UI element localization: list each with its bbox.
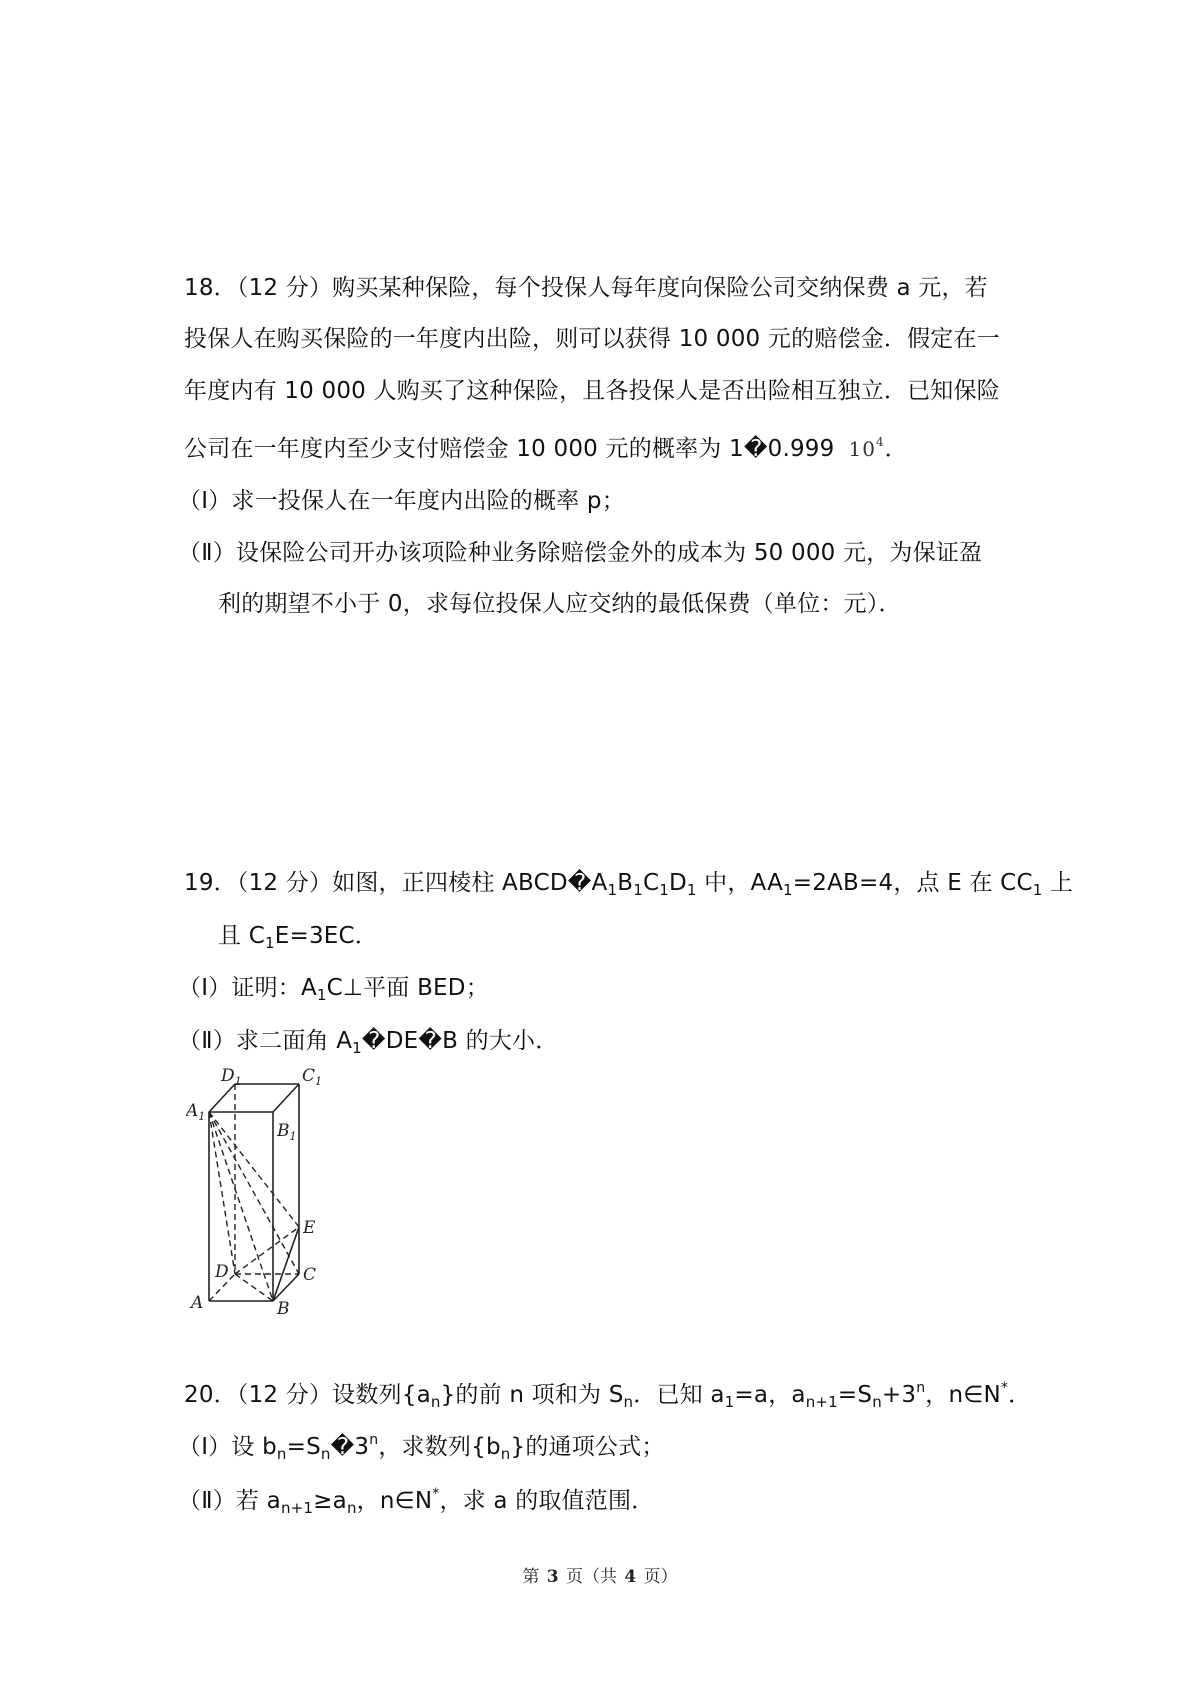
- label-A: A: [191, 1293, 204, 1313]
- q20-text: ．: [1008, 1382, 1032, 1408]
- q18-line-4-text: 公司在一年度内至少支付赔偿金 10 000 元的概率为 1�0.999: [184, 436, 835, 462]
- q19-text: 上: [1042, 870, 1074, 896]
- q20-sub: n: [276, 1445, 287, 1463]
- footer-page-total: 4: [624, 1567, 637, 1587]
- label-B: B: [277, 1299, 290, 1319]
- q19-sub: 1: [352, 1039, 362, 1057]
- label-B1: $B_1$: [277, 1121, 297, 1143]
- edge-A1D1: [209, 1084, 235, 1112]
- q18-part-2-line-2: 利的期望不小于 0，求每位投保人应交纳的最低保费（单位：元）．: [218, 591, 902, 617]
- q20-sub: 1: [724, 1393, 735, 1411]
- q20-text: ，n∈N: [356, 1488, 433, 1514]
- q19-text: （Ⅱ）求二面角 A: [178, 1028, 353, 1054]
- q19-text: 19．（12 分）如图，正四棱柱 ABCD�A: [184, 870, 608, 896]
- q18-line-3: 年度内有 10 000 人购买了这种保险，且各投保人是否出险相互独立．已知保险: [184, 378, 1000, 404]
- q19-sub: 1: [607, 881, 618, 899]
- label-C1: $C_1$: [302, 1067, 323, 1088]
- q20-text: }的前 n 项和为 S: [440, 1382, 624, 1408]
- q18-line-1: 18．（12 分）购买某种保险，每个投保人每年度向保险公司交纳保费 a 元，若: [184, 275, 988, 301]
- q19-text: C: [642, 870, 660, 896]
- q20-text: �3: [330, 1434, 370, 1460]
- label-A1: $A_1$: [186, 1101, 206, 1123]
- q18-line-4-end: ．: [884, 436, 908, 462]
- q19-line-2: [218, 925, 378, 951]
- q18-exp-power: 4: [875, 435, 885, 449]
- q20-text: ，求数列{b: [378, 1434, 501, 1460]
- label-C: C: [303, 1265, 317, 1285]
- q19-text: D: [668, 870, 687, 896]
- q18-exponent-image: [848, 437, 884, 461]
- q18-part-1: （Ⅰ）求一投保人在一年度内出险的概率 p；: [178, 488, 625, 514]
- q20-text: =a，a: [734, 1382, 806, 1408]
- page-footer: [0, 1562, 1200, 1587]
- footer-text: 第: [522, 1567, 540, 1587]
- q18-exp-base: 10: [848, 437, 876, 461]
- q20-text: （Ⅱ）若 a: [178, 1488, 281, 1514]
- q19-text: B: [617, 870, 634, 896]
- q19-text: 且 C: [218, 923, 265, 949]
- q19-text: 中，AA: [696, 870, 784, 896]
- q20-text: （Ⅰ）设 b: [178, 1434, 277, 1460]
- q20-text: 20．（12 分）设数列{a: [184, 1382, 431, 1408]
- q20-text: }的通项公式；: [510, 1434, 665, 1460]
- q20-part-1: [178, 1433, 665, 1462]
- q19-sub: 1: [316, 986, 327, 1004]
- q19-text: �DE�B 的大小．: [361, 1028, 559, 1054]
- q20-sub: n+1: [805, 1393, 838, 1411]
- label-E: E: [303, 1218, 316, 1238]
- q20-sub: n: [623, 1393, 634, 1411]
- footer-page-number: 3: [546, 1567, 559, 1587]
- q20-text: ，n∈N: [925, 1382, 1001, 1408]
- q20-sub: n: [320, 1445, 331, 1463]
- edge-BE: [273, 1227, 299, 1301]
- edge-A1D: [209, 1112, 235, 1274]
- q18-part-2-line-1: （Ⅱ）设保险公司开办该项险种业务除赔偿金外的成本为 50 000 元，为保证盈: [178, 540, 983, 566]
- q19-part-2: [178, 1030, 558, 1056]
- label-D1: $D_1$: [221, 1067, 242, 1088]
- q20-sub: n: [872, 1393, 882, 1411]
- q20-part-2: [178, 1487, 654, 1516]
- q20-text: ，求 a 的取值范围．: [439, 1488, 655, 1514]
- q20-text: ．已知 a: [633, 1382, 725, 1408]
- q19-sub: 1: [659, 881, 669, 899]
- q20-sup: n: [369, 1432, 379, 1448]
- q19-sub: 1: [1032, 881, 1043, 899]
- q20-text: ≥a: [313, 1488, 347, 1514]
- footer-text: 页（共: [566, 1567, 617, 1587]
- q19-sub: 1: [633, 881, 643, 899]
- q20-sub: n: [500, 1445, 511, 1463]
- q20-sub: n+1: [280, 1499, 314, 1517]
- edge-DE: [235, 1227, 299, 1274]
- q18-line-4: [184, 436, 908, 461]
- label-D: D: [215, 1262, 229, 1282]
- q20-text: =S: [286, 1434, 321, 1460]
- q20-sub: n: [346, 1499, 357, 1517]
- q19-sub: 1: [264, 934, 275, 952]
- q19-part-1: [178, 977, 489, 1003]
- q19-text: C⊥平面 BED；: [326, 975, 489, 1001]
- q20-sub: n: [430, 1393, 441, 1411]
- q19-text: （Ⅰ）证明：A: [178, 975, 317, 1001]
- q20-sup: n: [916, 1380, 926, 1396]
- q19-text: =2AB=4，点 E 在 CC: [792, 870, 1033, 896]
- prism-figure: [186, 1067, 356, 1327]
- q19-sub: 1: [783, 881, 793, 899]
- q20-text: =S: [837, 1382, 873, 1408]
- q19-line-1: [184, 872, 1073, 898]
- q19-text: E=3EC．: [274, 923, 378, 949]
- q20-sup: *: [432, 1486, 440, 1502]
- q19-sub: 1: [686, 881, 697, 899]
- footer-text: 页）: [643, 1567, 678, 1587]
- edge-DB: [235, 1274, 273, 1301]
- q20-line-1: [184, 1381, 1031, 1410]
- q20-text: +3: [881, 1382, 917, 1408]
- edge-B1C1: [273, 1084, 299, 1112]
- q18-line-2: 投保人在购买保险的一年度内出险，则可以获得 10 000 元的赔偿金．假定在一: [184, 326, 1000, 352]
- q20-sup: *: [1000, 1380, 1009, 1396]
